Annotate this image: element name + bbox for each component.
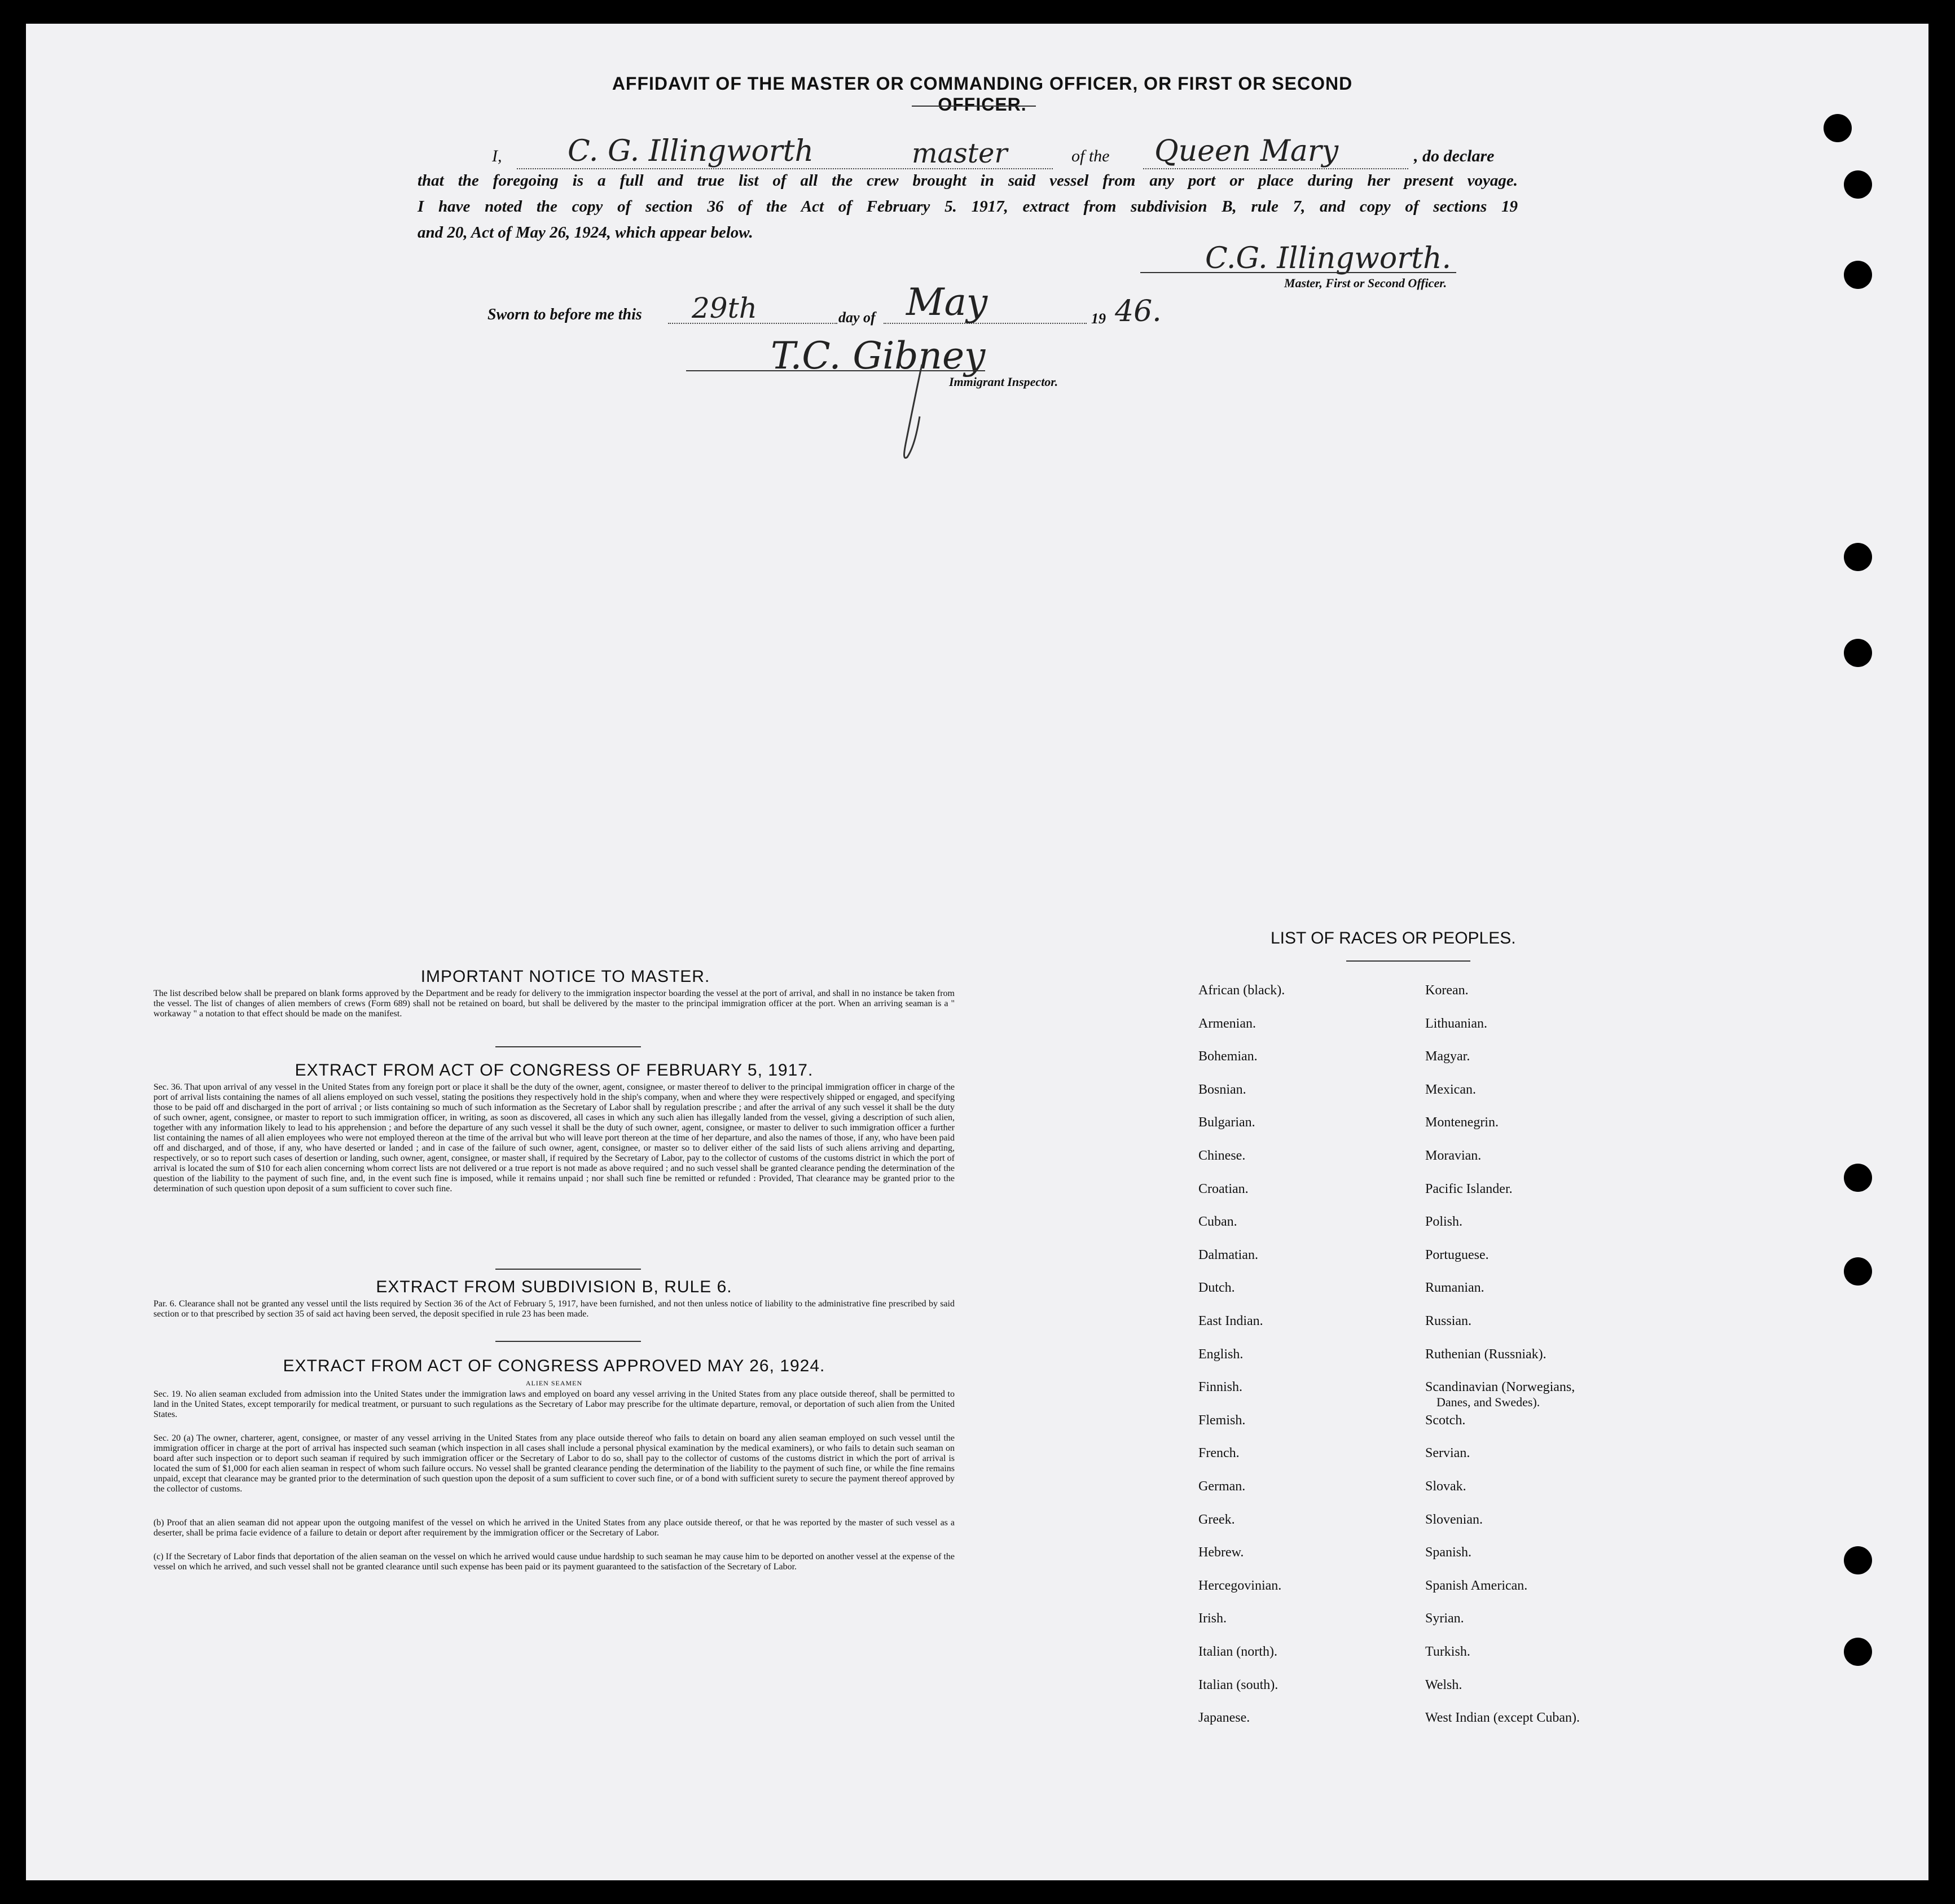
race-right-item: Scotch. <box>1425 1412 1466 1428</box>
race-right-item: West Indian (except Cuban). <box>1425 1710 1580 1726</box>
binder-hole <box>1844 1257 1872 1286</box>
race-right-item: Pacific Islander. <box>1425 1181 1513 1196</box>
vessel-name-handwritten: Queen Mary <box>1154 134 1339 168</box>
affidavit-title: AFFIDAVIT OF THE MASTER OR COMMANDING OFFICER, OR FIRST OR SECOND OFFICER. <box>612 73 1353 115</box>
race-right-item: Slovenian. <box>1425 1512 1483 1527</box>
binder-hole <box>1844 261 1872 289</box>
title-underline <box>912 106 1036 107</box>
race-left-item: Bulgarian. <box>1198 1115 1255 1130</box>
race-right-item: Syrian. <box>1425 1611 1464 1626</box>
binder-hole <box>1844 1546 1872 1574</box>
declaration-line-3: and 20, Act of May 26, 1924, which appear below. <box>418 223 753 242</box>
race-right-item: Korean. <box>1425 983 1469 998</box>
extract-1917-divider <box>495 1269 641 1270</box>
race-left-item: Greek. <box>1198 1512 1235 1527</box>
extract-1924-sec20b: (b) Proof that an alien seaman did not appear upon the outgoing manifest of the vessel on which he arrived in the United States from any place outside thereof, or that he was reported by the master of such vessel as a deserter, shall be prima facie evidence of a failure to detain or deport after requirement by the immigration officer or the Secretary of Labor. <box>153 1518 955 1538</box>
extract-1924-sec19: Sec. 19. No alien seaman excluded from admission into the United States under the immigration laws and employed on board any vessel arriving in the United States from any place outside thereof, shall be permitted to land in the United States, except temporarily for medical treatment, or pursuant to such regulations as the Secretary of Labor may prescribe for the ultimate departure, removal, or deportation of such alien from the United States. <box>153 1389 955 1419</box>
inspector-signature-stroke <box>895 362 934 464</box>
binder-hole <box>1844 170 1872 199</box>
race-right-item: Spanish American. <box>1425 1578 1528 1593</box>
race-left-item: Croatian. <box>1198 1181 1249 1196</box>
master-signature-caption: Master, First or Second Officer. <box>1284 276 1447 290</box>
inspector-caption: Immigrant Inspector. <box>949 375 1058 389</box>
race-right-item: Russian. <box>1425 1314 1472 1328</box>
race-left-item: Irish. <box>1198 1611 1227 1626</box>
year-prefix: 19 <box>1091 310 1106 327</box>
race-scandinavian-continued: Danes, and Swedes). <box>1436 1395 1540 1409</box>
vessel-name-line <box>1143 168 1408 169</box>
race-right-item: Magyar. <box>1425 1049 1470 1064</box>
race-right-item: Rumanian. <box>1425 1280 1484 1296</box>
race-left-item: Japanese. <box>1198 1710 1250 1726</box>
year-suffix-handwritten: 46. <box>1115 295 1162 328</box>
race-right-item: Polish. <box>1425 1214 1463 1230</box>
race-left-item: French. <box>1198 1446 1240 1461</box>
sworn-text: Sworn to before me this <box>487 306 642 323</box>
race-left-item: Bosnian. <box>1198 1082 1246 1097</box>
race-left-item: English. <box>1198 1346 1244 1362</box>
race-right-item: Montenegrin. <box>1425 1115 1499 1130</box>
affidavit-do-declare: , do declare <box>1414 147 1495 165</box>
race-left-item: Bohemian. <box>1198 1049 1258 1064</box>
race-right-item: Spanish. <box>1425 1545 1472 1560</box>
race-right-item: Scandinavian (Norwegians, <box>1425 1380 1575 1395</box>
race-right-item: Lithuanian. <box>1425 1016 1487 1031</box>
notice-title: IMPORTANT NOTICE TO MASTER. <box>420 967 710 986</box>
race-left-item: Italian (south). <box>1198 1677 1279 1692</box>
extract-rule6-divider <box>495 1341 641 1342</box>
races-title-underline <box>1346 960 1470 962</box>
race-left-item: Chinese. <box>1198 1148 1246 1163</box>
race-left-item: Flemish. <box>1198 1412 1246 1428</box>
race-left-item: Hebrew. <box>1198 1545 1244 1560</box>
race-right-item: Slovak. <box>1425 1479 1466 1494</box>
declaration-line-2: I have noted the copy of section 36 of the Act of February 5. 1917, extract from subdivision B, rule 7, and copy of sections 19 <box>418 198 1518 216</box>
extract-1924-sec20c: (c) If the Secretary of Labor finds that deportation of the alien seaman on the vessel on which he arrived would cause undue hardship to such seaman he may cause him to be deported on another vessel at the expense of the vessel on which he arrived, and such vessel shall not be granted clearance until such expense has been paid or its payment guaranteed to the satisfaction of the Secretary of Labor. <box>153 1552 955 1572</box>
race-left-item: Dutch. <box>1198 1280 1235 1296</box>
race-left-item: Italian (north). <box>1198 1644 1277 1659</box>
race-right-item: Moravian. <box>1425 1148 1482 1163</box>
race-left-item: Dalmatian. <box>1198 1247 1258 1262</box>
master-name-handwritten: C. G. Illingworth <box>568 134 814 168</box>
race-right-item: Servian. <box>1425 1446 1470 1461</box>
extract-1924-title: EXTRACT FROM ACT OF CONGRESS APPROVED MAY 26, 1924. <box>283 1357 825 1375</box>
extract-1924-sec20a: Sec. 20 (a) The owner, charterer, agent, consignee, or master of any vessel arriving in the United States from any place outside thereof who fails to detain on board any alien seaman employed on such vessel until the immigration officer in charge at the port of arrival has inspected such seaman (which inspection in all cases shall include a personal physical examination by the medical examiners), or who fails to detain such seaman on board after such inspection or to deport such seaman if required by such immigration officer or the Secretary of Labor to do so, shall pay to the collector of customs of the customs district in which the port of arrival is located the sum of $1,000 for each alien seaman in respect of whom such failure occurs. No vessel shall be granted clearance pending the determination of the liability to the payment of such fine, or while the fine remains unpaid, except that clearance may be granted prior to the determination of such question upon the deposit of a sum sufficient to cover such fine, or of a bond with sufficient surety to secure the payment thereof approved by the collector of customs. <box>153 1433 955 1494</box>
binder-hole <box>1844 543 1872 571</box>
inspector-signature-line <box>686 370 985 371</box>
binder-hole <box>1824 114 1852 142</box>
form-sheet <box>26 24 1928 1880</box>
extract-1917-body: Sec. 36. That upon arrival of any vessel in the United States from any foreign port or place it shall be the duty of the owner, agent, consignee, or master thereof to deliver to the principal immigration officer in charge of the port of arrival lists containing the names of all aliens employed on such vessel, stating the positions they respectively hold in the ship's company, when and where they were respectively shipped or engaged, and specifying those to be paid off and discharged in the port of arrival ; or lists containing so much of such information as the Secretary of Labor shall by regulation prescribe ; and after the arrival of any such vessel it shall be the duty of such owner, agent, consignee, or master to report to such immigration officer, in writing, as soon as discovered, all cases in which any such alien has illegally landed from the vessel, giving a description of such alien, together with any information likely to lead to his apprehension ; and before the departure of any such vessel it shall be the duty of such owner, agent, consignee, or master to deliver to such immigration officer a further list containing the names of all alien employees who were not employed thereon at the time of the arrival but who will leave port thereon at the time of her departure, and also the names of those, if any, who have been paid off and discharged, and of those, if any, who have deserted or landed ; and in case of the failure of such owner, agent, consignee, or master so to deliver either of the said lists of such aliens arriving and departing, respectively, or so to report such cases of desertion or landing, such owner, agent, consignee, or master shall, if required by the Secretary of Labor, pay to the collector of customs of the customs district in which the port of arrival is located the sum of $10 for each alien concerning whom correct lists are not delivered or a true report is not made as above required ; and no such vessel shall be granted clearance pending the determination of the question of the liability to the payment of such fine, and, in the event such fine is imposed, while it remains unpaid ; nor shall such fine be remitted or refunded : Provided, That clearance may be granted prior to the determination of such question upon deposit of a sum sufficient to cover such fine. <box>153 1082 955 1194</box>
notice-body: The list described below shall be prepared on blank forms approved by the Department and be ready for delivery to the immigration inspector boarding the vessel at the port of arrival, and shall in no instance be taken from the vessel. The list of changes of alien members of crews (Form 689) shall not be retained on board, but shall be delivered by the master to the principal immigration officer at the port. When an arriving seaman is a " workaway " a notation to that effect should be made on the manifest. <box>153 989 955 1019</box>
race-left-item: Finnish. <box>1198 1380 1243 1395</box>
affidavit-i: I, <box>492 147 502 165</box>
binder-hole <box>1844 1164 1872 1192</box>
notice-divider <box>495 1046 641 1047</box>
race-right-item: Welsh. <box>1425 1677 1462 1692</box>
race-left-item: African (black). <box>1198 983 1285 998</box>
race-left-item: German. <box>1198 1479 1246 1494</box>
race-right-item: Mexican. <box>1425 1082 1476 1097</box>
race-right-item: Ruthenian (Russniak). <box>1425 1346 1547 1362</box>
race-right-item: Turkish. <box>1425 1644 1470 1659</box>
master-signature: C.G. Illingworth. <box>1205 242 1452 275</box>
binder-hole <box>1844 1638 1872 1666</box>
master-word-handwritten: master <box>912 138 1008 169</box>
extract-1917-title: EXTRACT FROM ACT OF CONGRESS OF FEBRUARY 5, 1917. <box>295 1061 814 1080</box>
race-left-item: Cuban. <box>1198 1214 1237 1230</box>
master-signature-line <box>1140 272 1456 273</box>
extract-rule6-title: EXTRACT FROM SUBDIVISION B, RULE 6. <box>376 1278 732 1296</box>
race-left-item: East Indian. <box>1198 1314 1263 1328</box>
extract-rule6-body: Par. 6. Clearance shall not be granted any vessel until the lists required by Section 36 of the Act of February 5, 1917, have been furnished, and not then unless notice of liability to the administrative fine prescribed by said section or to that prescribed by section 35 of said act having been served, the deposit specified in rule 23 has been made. <box>153 1299 955 1319</box>
sworn-month-handwritten: May <box>906 280 988 324</box>
day-of-text: day of <box>838 309 876 326</box>
race-right-item: Portuguese. <box>1425 1247 1489 1262</box>
sworn-day-handwritten: 29th <box>692 292 757 324</box>
extract-1924-subtitle: ALIEN SEAMEN <box>525 1379 583 1387</box>
affidavit-of-the: of the <box>1071 147 1110 165</box>
races-title: LIST OF RACES OR PEOPLES. <box>1271 929 1516 947</box>
binder-hole <box>1844 639 1872 667</box>
race-left-item: Hercegovinian. <box>1198 1578 1282 1593</box>
inspector-signature: T.C. Gibney <box>771 334 986 378</box>
race-left-item: Armenian. <box>1198 1016 1256 1031</box>
declaration-line-1: that the foregoing is a full and true list of all the crew brought in said vessel from any port or place during her present voyage. <box>418 172 1518 190</box>
